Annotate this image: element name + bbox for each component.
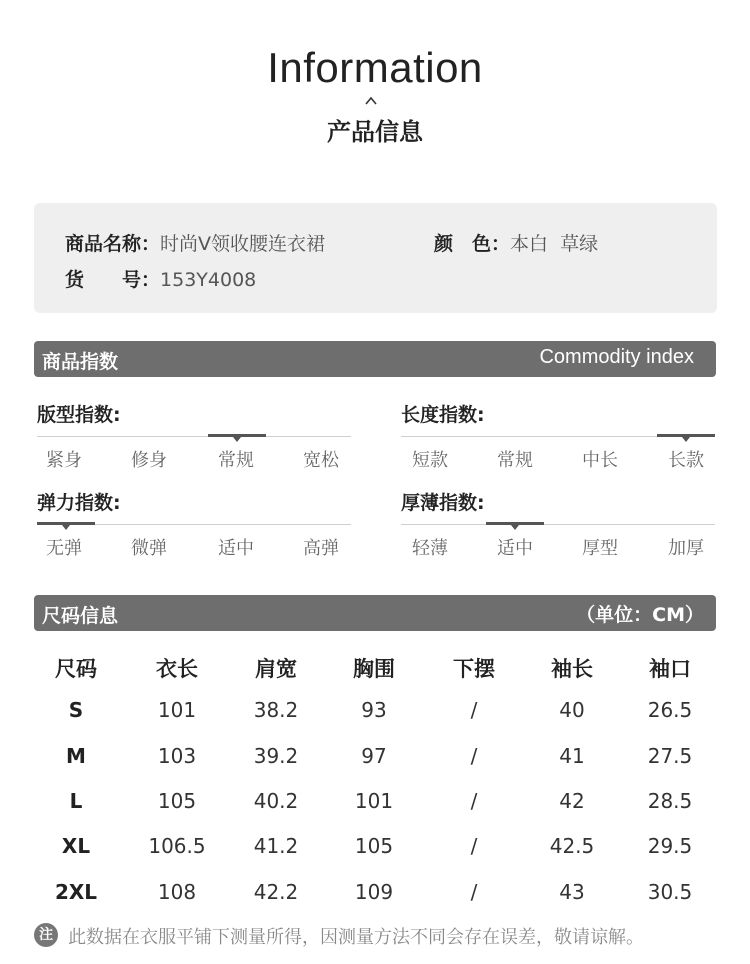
size-cell: L — [69, 789, 83, 813]
size-cell: 105 — [354, 834, 394, 858]
index-group-label: 长度指数: — [401, 404, 485, 426]
index-group-thickness — [401, 488, 715, 559]
header-cell: 衣长 — [156, 657, 198, 681]
table-row — [34, 880, 716, 910]
index-group-fit — [37, 400, 351, 471]
size-cell: M — [66, 744, 86, 768]
size-cell: XL — [61, 834, 91, 858]
title-en: Information — [267, 44, 483, 91]
index-group-label: 弹力指数: — [37, 492, 121, 514]
product-name-row — [65, 229, 325, 256]
scale-option: 长款 — [668, 450, 704, 471]
scale-option: 轻薄 — [412, 538, 448, 559]
size-cell: S — [68, 698, 84, 722]
note-badge-icon: 注 — [34, 923, 58, 947]
size-cell: 93 — [361, 698, 387, 722]
product-color-value: 本白 草绿 — [510, 233, 599, 255]
table-row — [34, 744, 716, 774]
size-cell: / — [470, 834, 478, 858]
index-group-label: 版型指数: — [37, 404, 121, 426]
product-sku-label: 货 号： — [65, 269, 161, 291]
scale-option: 适中 — [497, 538, 533, 559]
size-cell: 43 — [559, 880, 585, 904]
size-cell: 28.5 — [647, 789, 693, 813]
size-cell: / — [470, 698, 478, 722]
product-name-value: 时尚V领收腰连衣裙 — [160, 233, 326, 255]
size-cell: 101 — [157, 698, 197, 722]
index-scale — [401, 516, 715, 559]
index-group-stretch — [37, 488, 351, 559]
scale-pointer-icon — [233, 437, 241, 442]
product-sku-row — [65, 265, 256, 292]
size-cell: 106.5 — [148, 834, 206, 858]
size-info-title: 尺码信息 — [42, 605, 119, 627]
size-cell: 40 — [559, 698, 585, 722]
header-cell: 袖长 — [551, 657, 593, 681]
size-cell: 40.2 — [253, 789, 299, 813]
size-cell: 26.5 — [647, 698, 693, 722]
scale-option: 加厚 — [668, 538, 704, 559]
product-info-box — [34, 203, 717, 313]
size-cell: 41.2 — [253, 834, 299, 858]
scale-option: 中长 — [582, 450, 618, 471]
size-cell: 39.2 — [253, 744, 299, 768]
size-cell: / — [470, 789, 478, 813]
scale-pointer-icon — [682, 437, 690, 442]
size-cell: 27.5 — [647, 744, 693, 768]
scale-option: 无弹 — [46, 538, 82, 559]
size-info-bar — [34, 595, 716, 631]
scale-option: 紧身 — [46, 450, 82, 471]
scale-option: 修身 — [131, 450, 167, 471]
size-cell: 42.2 — [253, 880, 299, 904]
product-name-label: 商品名称： — [65, 233, 161, 255]
size-cell: 109 — [354, 880, 394, 904]
table-row — [34, 834, 716, 864]
size-cell: 42 — [559, 789, 585, 813]
index-scale — [401, 428, 715, 471]
size-cell: 30.5 — [647, 880, 693, 904]
scale-option: 适中 — [218, 538, 254, 559]
size-cell: 42.5 — [549, 834, 595, 858]
size-unit: （单位：CM） — [576, 604, 704, 626]
scale-line — [401, 524, 715, 525]
table-row — [34, 789, 716, 819]
size-cell: 108 — [157, 880, 197, 904]
scale-pointer-icon — [62, 525, 70, 530]
product-color-row — [434, 229, 598, 256]
header-cell: 袖口 — [649, 657, 691, 681]
size-cell: 2XL — [54, 880, 98, 904]
size-cell: 97 — [361, 744, 387, 768]
header-cell: 胸围 — [353, 657, 395, 681]
note-text: 此数据在衣服平铺下测量所得，因测量方法不同会存在误差，敬请谅解。 — [68, 927, 644, 948]
scale-option: 宽松 — [303, 450, 339, 471]
product-color-label: 颜 色： — [434, 233, 511, 255]
commodity-index-bar — [34, 341, 716, 377]
scale-option: 常规 — [497, 450, 533, 471]
size-cell: 105 — [157, 789, 197, 813]
size-cell: / — [470, 880, 478, 904]
title-cn: 产品信息 — [327, 118, 423, 146]
index-scale — [37, 428, 351, 471]
size-cell: 101 — [354, 789, 394, 813]
header-cell: 下摆 — [453, 657, 495, 681]
commodity-index-title: 商品指数 — [42, 351, 119, 373]
header-cell: 尺码 — [55, 657, 97, 681]
size-cell: 103 — [157, 744, 197, 768]
index-scale — [37, 516, 351, 559]
scale-option: 高弹 — [303, 538, 339, 559]
scale-option: 常规 — [218, 450, 254, 471]
commodity-index-title-en: Commodity index — [539, 346, 694, 368]
scale-pointer-icon — [511, 525, 519, 530]
table-row — [34, 698, 716, 728]
product-sku-value: 153Y4008 — [160, 269, 257, 291]
caret-up-icon — [365, 95, 377, 107]
header-cell: 肩宽 — [255, 657, 297, 681]
size-cell: 29.5 — [647, 834, 693, 858]
scale-line — [37, 436, 351, 437]
size-table-header — [34, 653, 716, 683]
size-cell: / — [470, 744, 478, 768]
scale-option: 微弹 — [131, 538, 167, 559]
scale-option: 短款 — [412, 450, 448, 471]
scale-option: 厚型 — [582, 538, 618, 559]
index-group-length — [401, 400, 715, 471]
index-group-label: 厚薄指数: — [401, 492, 485, 514]
size-cell: 41 — [559, 744, 585, 768]
size-cell: 38.2 — [253, 698, 299, 722]
